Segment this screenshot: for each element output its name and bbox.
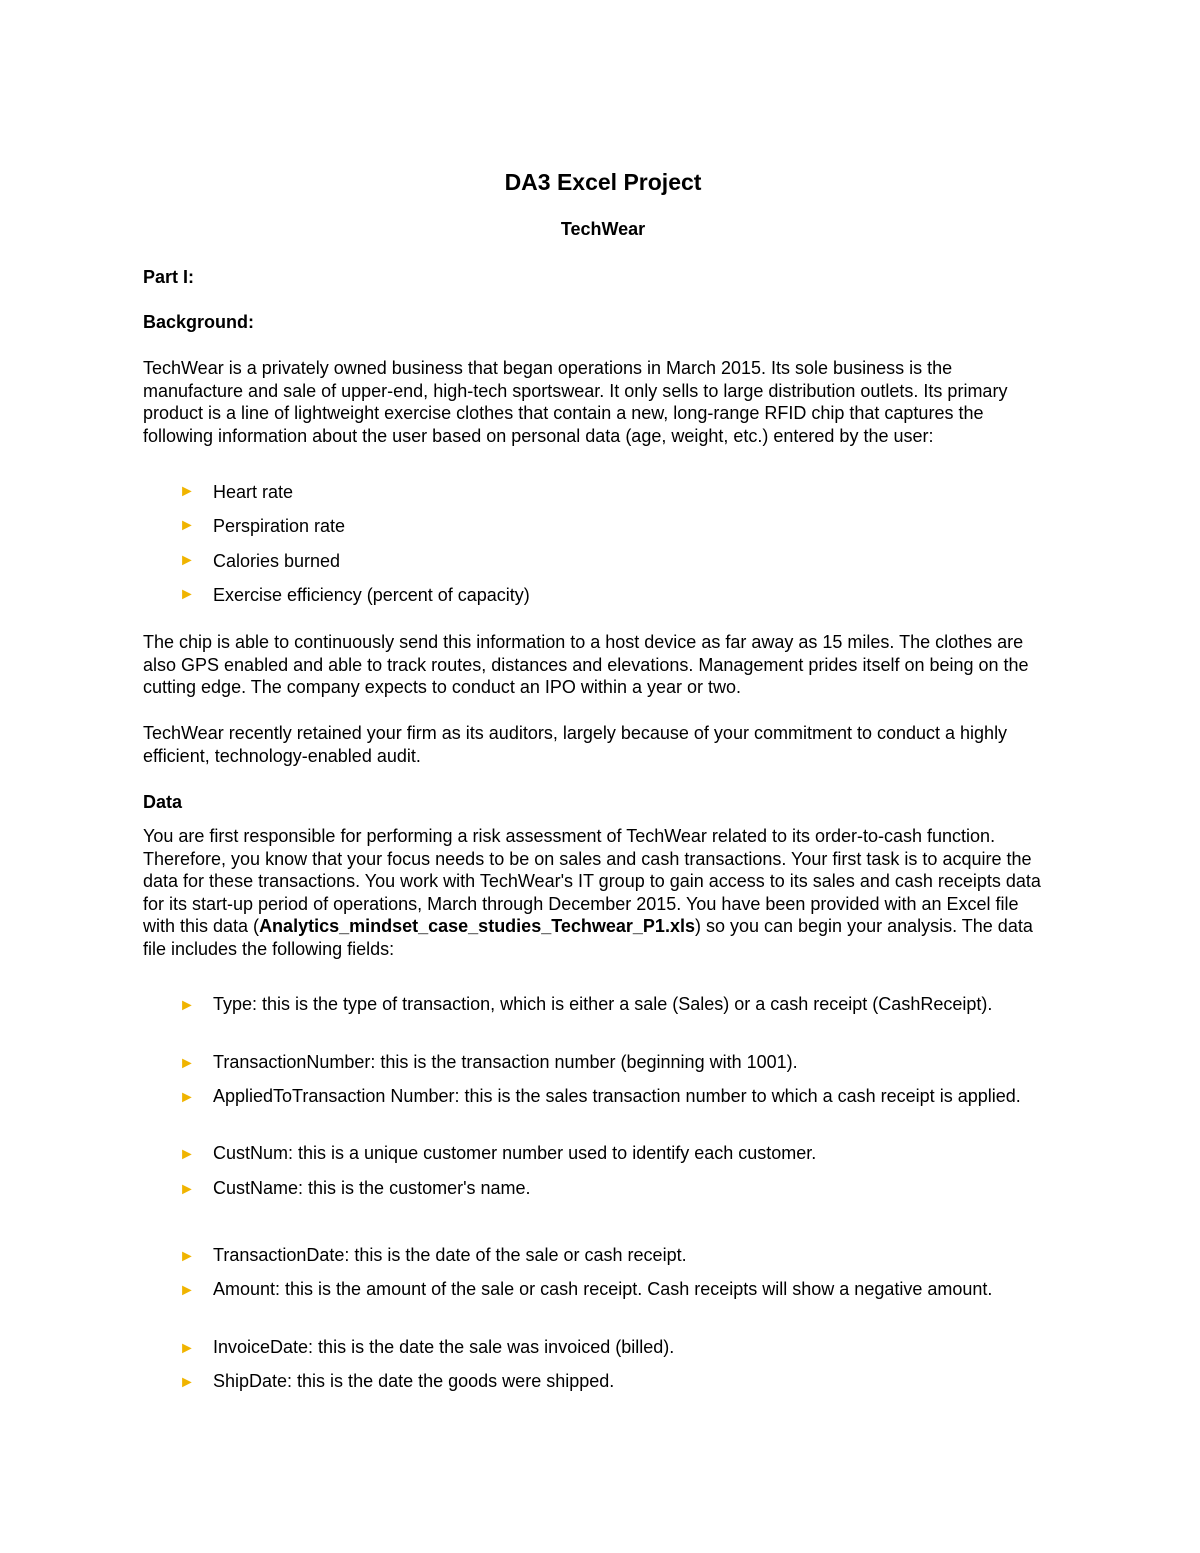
list-item [143, 1085, 1043, 1110]
list-item-text: CustNum: this is a unique customer number used to identify each customer. [213, 1143, 817, 1163]
list-item-text: Exercise efficiency (percent of capacity) [213, 585, 530, 605]
part-label: Part I: [143, 267, 195, 287]
data-paragraph-text: You are first responsible for performing a risk assessment of TechWear related to its order-to-cash function. Therefore, you know that your focus needs to be on sales and cash transactions. Your first task is to acquire the data for these transactions. You work with TechWear's IT group to gain access to its sales and cash receipts data for its start-up period of operations, March through December 2015. You have been provided with an Excel file with this data ( [143, 826, 1041, 937]
list-item-text: AppliedToTransaction Number: this is the sales transaction number to which a cash receipt is applied. [213, 1086, 1021, 1106]
list-item-text: Type: this is the type of transaction, which is either a sale (Sales) or a cash receipt (CashReceipt). [213, 994, 993, 1014]
list-item-text: Perspiration rate [213, 516, 346, 536]
list-item-text: ShipDate: this is the date the goods were shipped. [213, 1371, 615, 1391]
bullet-arrow-icon: ► [179, 1146, 195, 1163]
chip-paragraph: The chip is able to continuously send this information to a host device as far away as 15 miles. The clothes are also GPS enabled and able to track routes, distances and elevations. Management prides itself on being on the cutting edge. The company expects to conduct an IPO within a year or two. [143, 632, 1029, 698]
document-title: DA3 Excel Project [504, 169, 702, 195]
list-item [143, 1142, 1043, 1167]
data-paragraph [143, 825, 1053, 961]
auditor-paragraph: TechWear recently retained your firm as its auditors, largely because of your commitment to conduct a highly efficient, technology-enabled audit. [143, 723, 1008, 766]
list-item-text: Amount: this is the amount of the sale or cash receipt. Cash receipts will show a negative amount. [213, 1279, 993, 1299]
list-item [143, 1278, 1043, 1303]
list-item [143, 993, 1043, 1018]
bullet-arrow-icon: ► [179, 517, 195, 534]
bullet-arrow-icon: ► [179, 1340, 195, 1357]
list-item-text: Calories burned [213, 551, 341, 571]
data-file-name: Analytics_mindset_case_studies_Techwear_P1.xls [259, 916, 695, 937]
bullet-arrow-icon: ► [179, 1282, 195, 1299]
list-item [143, 1051, 1043, 1076]
bullet-arrow-icon: ► [179, 1089, 195, 1106]
bullet-arrow-icon: ► [179, 1248, 195, 1265]
list-item-text: InvoiceDate: this is the date the sale was invoiced (billed). [213, 1337, 675, 1357]
data-paragraph-text-end: ) so you can begin your analysis. The data file includes the following fields: [143, 916, 1033, 959]
bullet-arrow-icon: ► [179, 483, 195, 500]
list-item-text: TransactionNumber: this is the transaction number (beginning with 1001). [213, 1052, 798, 1072]
list-item [143, 1370, 1043, 1395]
background-heading: Background: [143, 312, 255, 332]
document-subtitle: TechWear [560, 219, 646, 239]
background-paragraph: TechWear is a privately owned business that began operations in March 2015. Its sole business is the manufacture and sale of upper-end, high-tech sportswear. It only sells to large distribution outlets. Its primary product is a line of lightweight exercise clothes that contain a new, long-range RFID chip that captures the following information about the user based on personal data (age, weight, etc.) entered by the user: [143, 358, 1008, 446]
bullet-arrow-icon: ► [179, 997, 195, 1014]
list-item-text: Heart rate [213, 482, 294, 502]
list-item [143, 1336, 1043, 1361]
bullet-arrow-icon: ► [179, 586, 195, 603]
list-item-text: CustName: this is the customer's name. [213, 1178, 531, 1198]
list-item-text: TransactionDate: this is the date of the sale or cash receipt. [213, 1245, 687, 1265]
bullet-arrow-icon: ► [179, 1181, 195, 1198]
list-item [143, 1244, 1043, 1269]
bullet-arrow-icon: ► [179, 552, 195, 569]
data-heading: Data [143, 792, 183, 812]
bullet-arrow-icon: ► [179, 1374, 195, 1391]
bullet-arrow-icon: ► [179, 1055, 195, 1072]
list-item [143, 1177, 1043, 1202]
